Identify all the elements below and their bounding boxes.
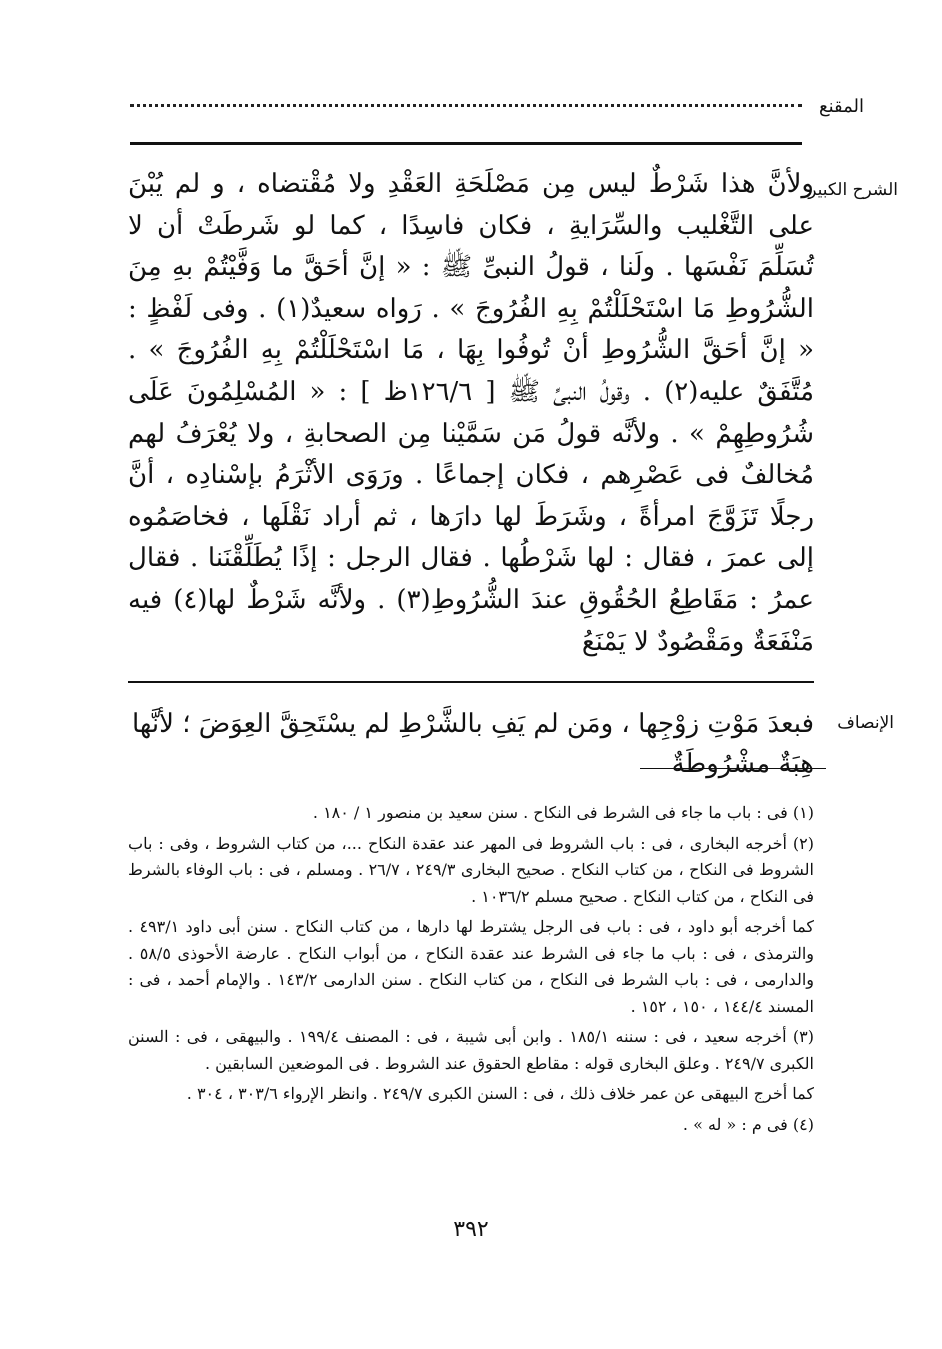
header-thick-rule	[130, 142, 802, 145]
footnote-separator	[640, 768, 826, 769]
main-paragraph: ولأنَّ هذا شَرْطٌ ليس مِن مَصْلَحَةِ العَقْدِ ولا مُقْتضاه ، و لم يُبْنَ على التَّغْليب والسِّرَايةِ ، فكان فاسِدًا ، كما لو شَرطَتْ أن لا تُسَلِّمَ نَفْسَها . ولَنا ، قولُ النبىِّ ﷺ : « إنَّ أحَقَّ ما وَفَّيْتُمْ بهِ مِنَ الشُّرُوطِ مَا اسْتَحْلَلْتُمْ بِهِ الفُرُوجَ » . رَواه سعيدٌ(١) . وفى لَفْظٍ : « إنَّ أحَقَّ الشُّرُوطِ أنْ تُوفُوا بِهَا ، مَا اسْتَحْلَلْتُمْ بِهِ الفُرُوجَ » . مُتَّفَقٌ عليه(٢) . وقولُ النبىِّ ﷺ [ ١٢٦/٦ظ ] : « المُسْلِمُونَ عَلَى شُرُوطِهِمْ » . ولأنَّه قولُ مَن سَمَّيْنا مِن الصحابةِ ، ولا يُعْرَفُ لهم مُخالفٌ فى عَصْرِهم ، فكان إجماعًا . ورَوَى الأثْرَمُ بإسْنادِه ، أنَّ رجلًا تَزَوَّجَ امرأةً ، وشَرَطَ لها دارَها ، ثم أراد نَقْلَها ، فخاصَمُوه إلى عمرَ ، فقال : لها شَرْطُها . فقال الرجل : إذًا يُطَلِّقْنَنا . فقال عمرُ : مَقَاطِعُ الحُقُوقِ عندَ الشُّرُوطِ(٣) . ولأنَّه شَرْطٌ لها(٤) فيه مَنْفَعَةٌ ومَقْصُودٌ لا يَمْنَعُ	[128, 169, 814, 657]
footnote-4: (٤) فى م : « له » .	[682, 1114, 814, 1134]
footnote-3-continued: كما أخرج البيهقى عن عمر خلاف ذلك ، فى : السنن الكبرى ٢٤٩/٧ . وانظر الإرواء ٣٠٣/٦ ، ٣٠٤ .	[186, 1084, 814, 1103]
footnote-2-continued: كما أخرجه أبو داود ، فى : باب فى الرجل يشترط لها دارها ، من كتاب النكاح . سنن أبى داود ٤٩٣/١ . والترمذى ، فى : باب ما جاء فى الشرط عند عقدة النكاح ، من أبواب النكاح . عارضة الأحوذى ٥٨/٥ . والدارمى ، فى : باب الشرط فى النكاح ، من كتاب النكاح . سنن الدارمى ١٤٣/٢ . والإمام أحمد ، فى : المسند ١٤٤/٤ ، ١٥٠ ، ١٥٢ .	[128, 917, 815, 1016]
page-number: ٣٩٢	[453, 1217, 489, 1242]
header-dotted-rule	[130, 104, 802, 107]
main-commentary-text	[128, 164, 814, 663]
side-label-insaf: الإنصاف	[837, 713, 894, 733]
side-label-sharh-kabir: الشرح الكبير	[808, 180, 898, 200]
section-divider-rule	[128, 681, 814, 683]
footnotes-section	[128, 800, 814, 1142]
footnote-1: (١) فى : باب ما جاء فى الشرط فى النكاح . سنن سعيد بن منصور ١ / ١٨٠ .	[312, 803, 814, 822]
insaf-text: فبعدَ مَوْتِ زوْجِها ، ومَن لم يَفِ بالشَّرْطِ لم يسْتَحِقَّ العِوَضَ ؛ لأنَّها هِبَةٌ مشْرُوطَةٌ	[131, 709, 814, 779]
book-title-header: المقنع	[818, 96, 864, 117]
footnote-3: (٣) أخرجه سعيد ، فى : سننه ١٨٥/١ . وابن أبى شيبة ، فى : المصنف ١٩٩/٤ . والبيهقى ، فى : السنن الكبرى ٢٤٩/٧ . وعلق البخارى قوله : مقاطع الحقوق عند الشروط . فى الموضعين السابقين .	[128, 1027, 815, 1073]
footnote-2: (٢) أخرجه البخارى ، فى : باب الشروط فى المهر عند عقدة النكاح ...، من كتاب الشروط ، وفى : باب الشروط فى النكاح ، من كتاب النكاح . صحيح البخارى ٢٤٩/٣ ، ٢٦/٧ . ومسلم ، فى : باب الوفاء بالشرط فى النكاح ، من كتاب النكاح . صحيح مسلم ١٠٣٦/٢ .	[128, 833, 815, 906]
